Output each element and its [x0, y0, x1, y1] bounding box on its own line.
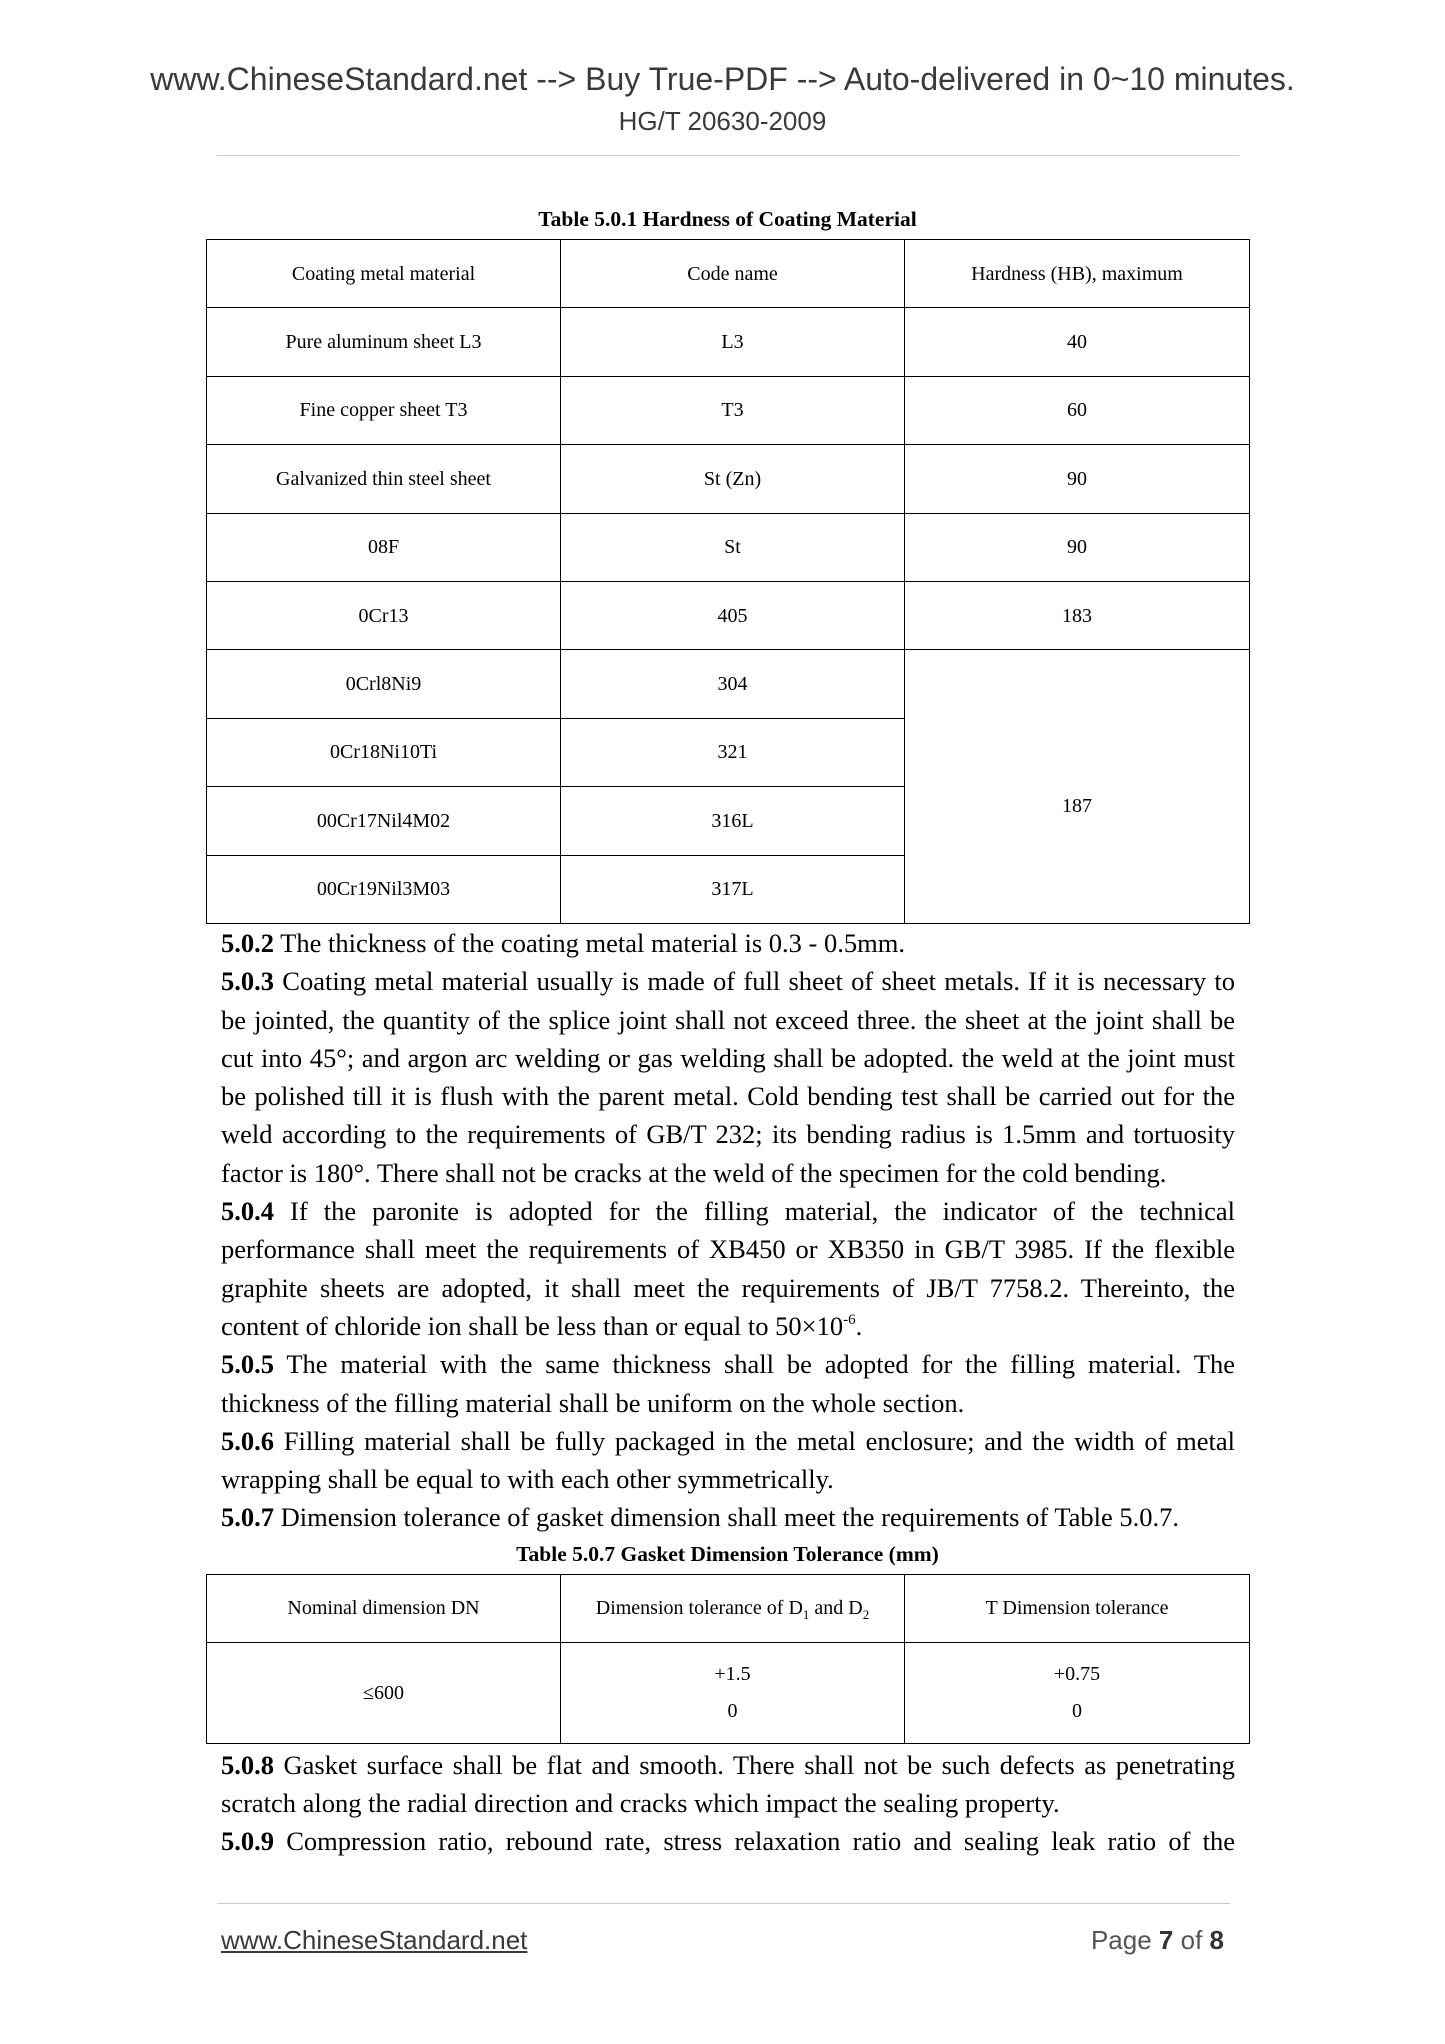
code-cell: 316L	[561, 787, 905, 855]
page-current: 7	[1158, 1925, 1174, 1955]
code-cell: 405	[561, 581, 905, 649]
code-cell: 321	[561, 718, 905, 786]
subscript: 1	[802, 1607, 810, 1623]
material-cell: 00Cr17Nil4M02	[207, 787, 561, 855]
exponent-superscript: -6	[843, 1311, 856, 1328]
clause-text: Gasket surface shall be flat and smooth. There shall not be such defects as penetrating scratch along the radial direction and cracks which impact the sealing property.	[221, 1749, 1235, 1819]
clause-number: 5.0.6	[221, 1425, 274, 1456]
material-cell: 0Cr18Ni10Ti	[207, 718, 561, 786]
table-5-0-1-caption: Table 5.0.1 Hardness of Coating Material	[538, 207, 917, 231]
clause-text: The material with the same thickness shall be adopted for the filling material. The thickness of the filling material shall be uniform on the whole section.	[221, 1349, 1235, 1418]
table-header-row	[207, 240, 1250, 308]
lower-tolerance: 0	[1072, 1700, 1082, 1723]
material-cell: 08F	[207, 513, 561, 581]
standard-code: HG/T 20630-2009	[618, 106, 827, 136]
clause-number: 5.0.9	[221, 1826, 274, 1857]
hardness-cell: 40	[905, 308, 1250, 376]
d-tolerance-cell	[561, 1643, 905, 1744]
column-header-code: Code name	[561, 240, 905, 308]
clause-5-0-8	[221, 1746, 1235, 1823]
clause-5-0-6	[221, 1422, 1235, 1499]
t-tolerance-cell	[905, 1643, 1250, 1744]
code-cell: 317L	[561, 855, 905, 923]
clause-5-0-7	[221, 1498, 1235, 1536]
page-indicator	[1091, 1925, 1224, 1955]
table-row	[207, 445, 1250, 513]
header-banner: www.ChineseStandard.net --> Buy True-PDF --> Auto-delivered in 0~10 minutes.	[150, 61, 1295, 97]
material-cell: 0Cr13	[207, 581, 561, 649]
column-header-material: Coating metal material	[207, 240, 561, 308]
clause-text: Dimension tolerance of gasket dimension shall meet the requirements of Table 5.0.7.	[280, 1502, 1180, 1533]
table-row	[207, 1643, 1250, 1744]
table-5-0-7-caption: Table 5.0.7 Gasket Dimension Tolerance (mm)	[516, 1541, 939, 1566]
clause-number: 5.0.5	[221, 1349, 274, 1380]
clause-5-0-3	[221, 962, 1235, 1192]
hardness-table	[206, 239, 1250, 924]
dimension-tolerance-table	[206, 1574, 1250, 1744]
clause-text: Coating metal material usually is made of full sheet of sheet metals. If it is necessary to be jointed, the quantity of the splice joint shall not exceed three. the sheet at the joint shall be cut into 45°; and argon arc welding or gas welding shall be adopted. the weld at the joint must be polished till it is flush with the parent metal. Cold bending test shall be carried out for the weld according to the requirements of GB/T 232; its bending radius is 1.5mm and tortuosity factor is 180°. There shall not be cracks at the weld of the specimen for the cold bending.	[221, 966, 1235, 1188]
code-cell: T3	[561, 376, 905, 444]
material-cell: Pure aluminum sheet L3	[207, 308, 561, 376]
hardness-cell: 60	[905, 376, 1250, 444]
site-link[interactable]: www.ChineseStandard.net	[221, 1925, 528, 1955]
code-cell: 304	[561, 650, 905, 718]
clause-text: Filling material shall be fully packaged in the metal enclosure; and the width of metal wrapping shall be equal to with each other symmetrically.	[221, 1425, 1236, 1495]
material-cell: 00Cr19Nil3M03	[207, 855, 561, 923]
page-footer	[221, 1925, 1224, 1955]
header-text: Dimension tolerance of D	[595, 1597, 803, 1620]
code-cell: St (Zn)	[561, 445, 905, 513]
clause-body	[221, 924, 1235, 1861]
column-header-nominal: Nominal dimension DN	[207, 1574, 561, 1642]
header-text: and D	[809, 1597, 863, 1620]
clause-number: 5.0.4	[221, 1196, 274, 1227]
upper-tolerance: +0.75	[1053, 1663, 1101, 1686]
column-header-hardness: Hardness (HB), maximum	[905, 240, 1250, 308]
of-word: of	[1180, 1925, 1203, 1955]
table-row	[207, 513, 1250, 581]
material-cell: Galvanized thin steel sheet	[207, 445, 561, 513]
clause-number: 5.0.2	[221, 928, 274, 958]
material-cell: Fine copper sheet T3	[207, 376, 561, 444]
upper-tolerance: +1.5	[714, 1663, 751, 1686]
clause-number: 5.0.3	[221, 966, 274, 997]
subscript: 2	[862, 1607, 870, 1623]
clause-5-0-9	[221, 1822, 1235, 1860]
table-row	[207, 650, 1250, 718]
hardness-cell: 90	[905, 445, 1250, 513]
page-total: 8	[1209, 1925, 1224, 1955]
footer-divider	[217, 1903, 1230, 1904]
table-header-row	[207, 1574, 1250, 1642]
column-header-d-tolerance	[561, 1574, 905, 1642]
lower-tolerance: 0	[727, 1700, 738, 1723]
hardness-cell: 183	[905, 581, 1250, 649]
clause-5-0-5	[221, 1345, 1235, 1422]
clause-5-0-2	[221, 924, 1235, 962]
nominal-cell: ≤600	[207, 1643, 561, 1744]
table-row	[207, 581, 1250, 649]
hardness-cell: 90	[905, 513, 1250, 581]
material-cell: 0Crl8Ni9	[207, 650, 561, 718]
clause-5-0-4	[221, 1192, 1235, 1345]
table-row	[207, 376, 1250, 444]
column-header-t-tolerance: T Dimension tolerance	[905, 1574, 1250, 1642]
code-cell: L3	[561, 308, 905, 376]
clause-number: 5.0.7	[221, 1502, 274, 1533]
header-divider	[217, 155, 1239, 156]
clause-text: The thickness of the coating metal material is 0.3 - 0.5mm.	[280, 928, 905, 958]
clause-text: If the paronite is adopted for the filling material, the indicator of the technical performance shall meet the requirements of XB450 or XB350 in GB/T 3985. If the flexible graphite sheets are adopted, it shall meet the requirements of JB/T 7758.2. Thereinto, the content of chloride ion shall be less than or equal to 50×10	[221, 1196, 1236, 1341]
table-row	[207, 308, 1250, 376]
clause-text: Compression ratio, rebound rate, stress relaxation ratio and sealing leak ratio of the	[286, 1826, 1236, 1857]
clause-number: 5.0.8	[221, 1749, 274, 1780]
merged-hardness-cell: 187	[905, 650, 1250, 924]
page-word: Page	[1090, 1925, 1152, 1955]
code-cell: St	[561, 513, 905, 581]
clause-text-end: .	[855, 1310, 863, 1341]
